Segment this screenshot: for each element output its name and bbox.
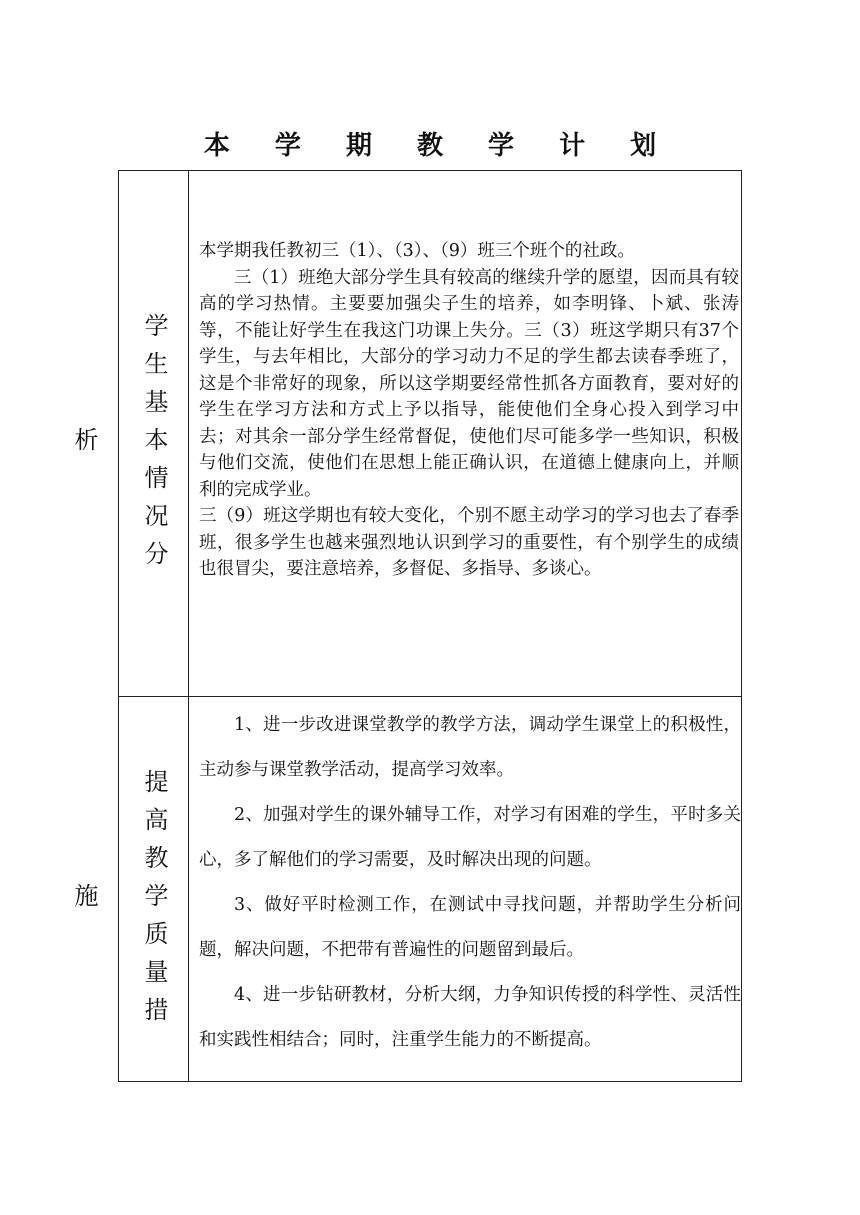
analysis-body-paragraph-2: 三（9）班这学期也有较大变化，个别不愿主动学习的学习也去了春季班，很多学生也越来强烈地认识到学习的重要性，有个别学生的成绩也很冒尖，要注意培养，多督促、多指导、多谈心。 [199,506,739,579]
student-analysis-content-cell [191,171,739,696]
teaching-measures-label-cell [70,697,189,1081]
analysis-intro-paragraph: 本学期我任教初三（1）、（3）、（9）班三个班个的社政。 [199,241,635,261]
student-analysis-label: 学生基本情况分析 [70,313,168,579]
measure-item-1: 1、进一步改进课堂教学的教学方法，调动学生课堂上的积极性，主动参与课堂教学活动，提高学习效率。 [199,715,741,780]
measure-item-4: 4、进一步钻研教材，分析大纲，力争知识传授的科学性、灵活性和实践性相结合；同时，注重学生能力的不断提高。 [199,985,741,1050]
teaching-measures-row [70,697,741,1081]
teaching-measures-label: 提高教学质量措施 [70,769,168,1035]
student-analysis-label-cell [70,171,189,696]
measure-item-3: 3、做好平时检测工作，在测试中寻找问题，并帮助学生分析问题，解决问题，不把带有普遍性的问题留到最后。 [199,895,741,960]
student-analysis-row [70,171,741,697]
measure-item-2: 2、加强对学生的课外辅导工作，对学习有困难的学生，平时多关心，多了解他们的学习需要，及时解决出现的问题。 [199,805,741,870]
page-title: 本 学 期 教 学 计 划 [203,131,675,161]
plan-table [70,170,742,1082]
analysis-body-paragraph: 三（1）班绝大部分学生具有较高的继续升学的愿望，因而具有较高的学习热情。主要要加强尖子生的培养，如李明锋、卜斌、张涛等，不能让好学生在我这门功课上失分。三（3）班这学期只有37个学生，与去年相比，大部分的学习动力不足的学生都去读春季班了，这是个非常好的现象，所以这学期要经常性抓各方面教育，要对好的学生在学习方法和方式上予以指导，能使他们全身心投入到学习中去；对其余一部分学生经常督促，使他们尽可能多学一些知识，积极与他们交流，使他们在思想上能正确认识，在道德上健康向上，并顺利的完成学业。 [199,267,739,500]
teaching-measures-content-cell [191,697,739,1081]
teaching-measures-text [199,703,741,1063]
student-analysis-text [199,238,739,583]
